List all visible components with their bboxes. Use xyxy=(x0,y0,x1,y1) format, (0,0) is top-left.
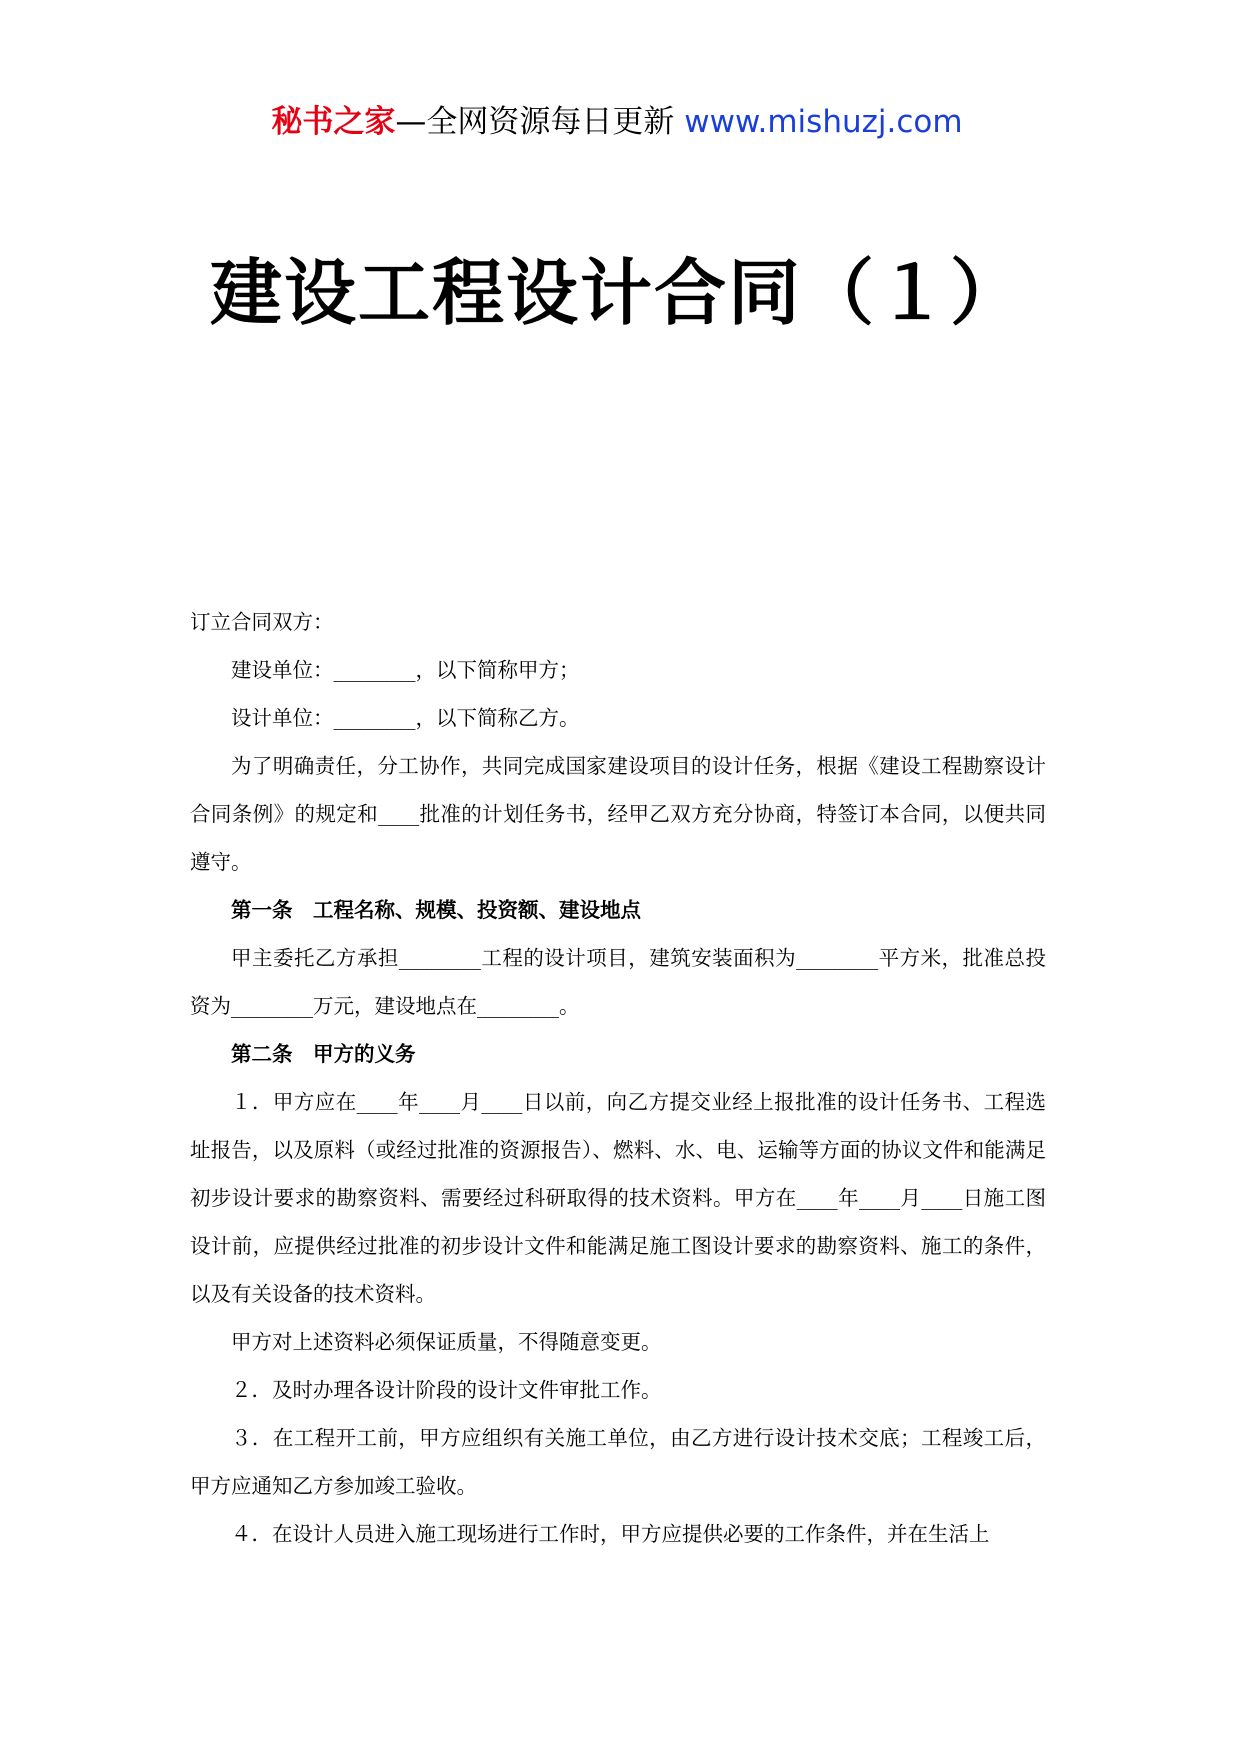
article-2-item-4: ４．在设计人员进入施工现场进行工作时，甲方应提供必要的工作条件，并在生活上 xyxy=(231,1522,990,1546)
site-url-link[interactable]: www.mishuzj.com xyxy=(684,104,963,140)
site-slogan: —全网资源每日更新 xyxy=(395,104,685,140)
document-title: 建设工程设计合同（１） xyxy=(209,251,1024,335)
article-2-item-3: ３．在工程开工前，甲方应组织有关施工单位，由乙方进行设计技术交底；工程竣工后，甲方应通知乙方参加竣工验收。 xyxy=(190,1426,1046,1498)
article-2-item-1-note: 甲方对上述资料必须保证质量，不得随意变更。 xyxy=(231,1330,662,1354)
contract-intro: 订立合同双方： xyxy=(190,610,334,634)
party-a-line: 建设单位：________，以下简称甲方； xyxy=(231,658,580,682)
article-1-heading: 第一条 工程名称、规模、投资额、建设地点 xyxy=(231,898,641,922)
article-2-item-1: １．甲方应在____年____月____日以前，向乙方提交业经上报批准的设计任务书、工程选址报告，以及原料（或经过批准的资源报告）、燃料、水、电、运输等方面的协议文件和能满足初步设计要求的勘察资料、需要经过科研取得的技术资料。甲方在____年____月____日施工图设计前，应提供经过批准的初步设计文件和能满足施工图设计要求的勘察资料、施工的条件，以及有关设备的技术资料。 xyxy=(190,1090,1046,1306)
site-brand: 秘书之家 xyxy=(271,104,396,140)
contract-body xyxy=(190,598,1046,1558)
site-header xyxy=(0,100,1234,144)
article-2-heading: 第二条 甲方的义务 xyxy=(231,1042,416,1066)
party-b-line: 设计单位：________，以下简称乙方。 xyxy=(231,706,580,730)
preamble-paragraph: 为了明确责任，分工协作，共同完成国家建设项目的设计任务，根据《建设工程勘察设计合同条例》的规定和____批准的计划任务书，经甲乙双方充分协商，特签订本合同，以便共同遵守。 xyxy=(190,754,1046,874)
article-1-paragraph: 甲主委托乙方承担________工程的设计项目，建筑安装面积为________平方米，批准总投资为________万元，建设地点在________。 xyxy=(190,946,1046,1018)
article-2-item-2: ２．及时办理各设计阶段的设计文件审批工作。 xyxy=(231,1378,662,1402)
